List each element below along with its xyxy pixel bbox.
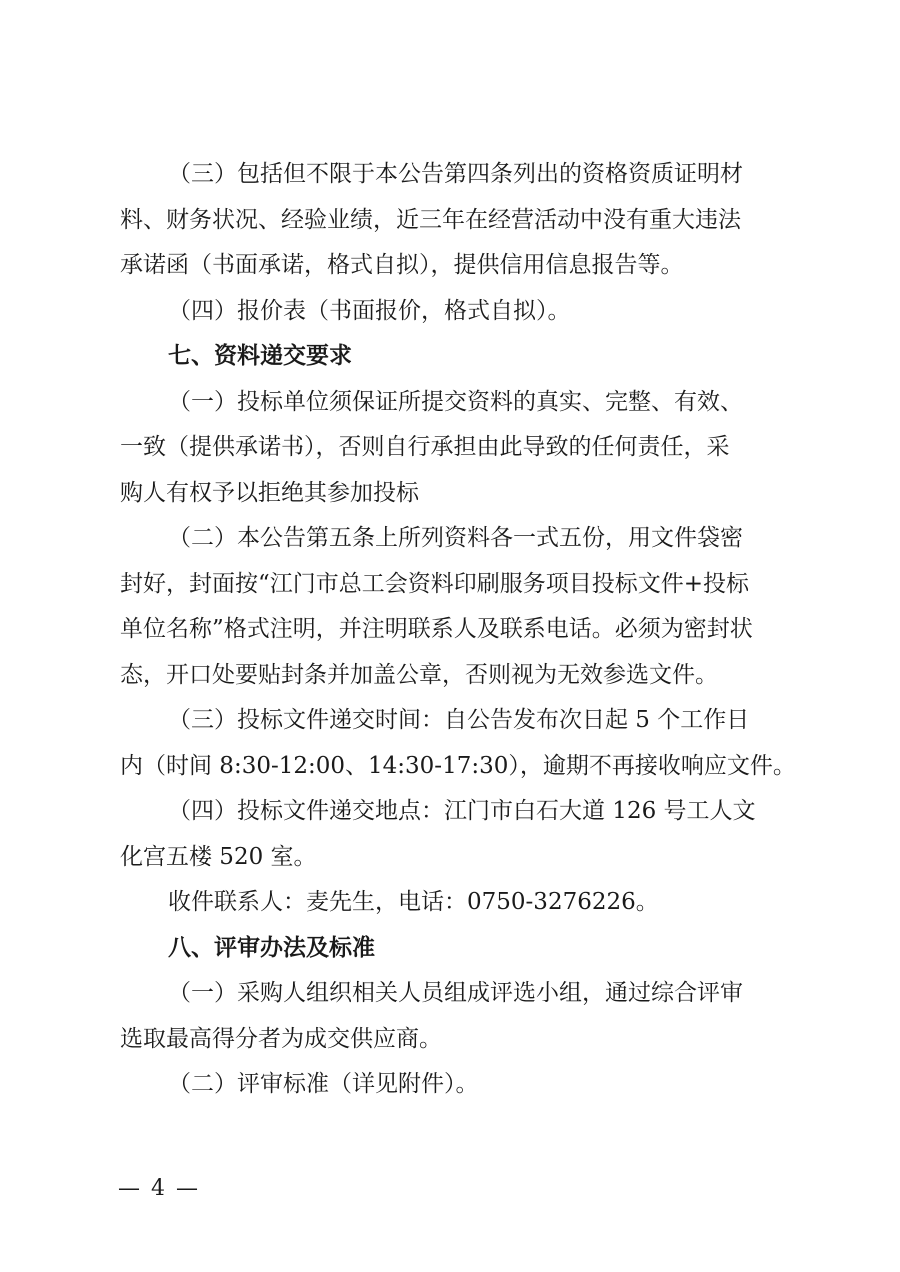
- body-text: [120, 152, 796, 1108]
- contact-line: 收件联系人：麦先生，电话：0750-3276226。: [168, 889, 659, 915]
- paragraph-line: 承诺函（书面承诺，格式自拟），提供信用信息报告等。: [120, 252, 684, 278]
- paragraph-line: 料、财务状况、经验业绩，近三年在经营活动中没有重大违法: [120, 206, 741, 233]
- paragraph-line: 购人有权予以拒绝其参加投标: [120, 479, 419, 506]
- section-heading: 七、资料递交要求: [168, 343, 352, 369]
- paragraph-line: 一致（提供承诺书），否则自行承担由此导致的任何责任，采: [120, 434, 730, 460]
- paragraph-line: 封好，封面按“江门市总工会资料印刷服务项目投标文件+投标: [120, 570, 750, 597]
- paragraph-line: （三）投标文件递交时间：自公告发布次日起 5 个工作日: [168, 707, 750, 733]
- paragraph-line: （二）本公告第五条上所列资料各一式五份，用文件袋密: [168, 525, 743, 551]
- page-number: — 4 —: [118, 1176, 200, 1201]
- paragraph-line: 单位名称”格式注明，并注明联系人及联系电话。必须为密封状: [120, 616, 753, 642]
- paragraph-line: （三）包括但不限于本公告第四条列出的资格资质证明材: [168, 161, 743, 187]
- paragraph-line: 选取最高得分者为成交供应商。: [120, 1025, 442, 1052]
- paragraph-line: （二）评审标准（详见附件）。: [168, 1071, 479, 1097]
- paragraph-line: （一）投标单位须保证所提交资料的真实、完整、有效、: [168, 388, 743, 415]
- paragraph-line: （一）采购人组织相关人员组成评选小组，通过综合评审: [168, 980, 743, 1006]
- paragraph-line: 内（时间 8:30-12:00、14:30-17:30），逾期不再接收响应文件。: [120, 752, 796, 779]
- paragraph-line: 化宫五楼 520 室。: [120, 843, 317, 870]
- paragraph-line: （四）报价表（书面报价，格式自拟）。: [168, 297, 571, 324]
- paragraph-line: 态，开口处要贴封条并加盖公章，否则视为无效参选文件。: [120, 661, 718, 688]
- section-heading: 八、评审办法及标准: [168, 934, 375, 961]
- paragraph-line: （四）投标文件递交地点：江门市白石大道 126 号工人文: [168, 798, 756, 824]
